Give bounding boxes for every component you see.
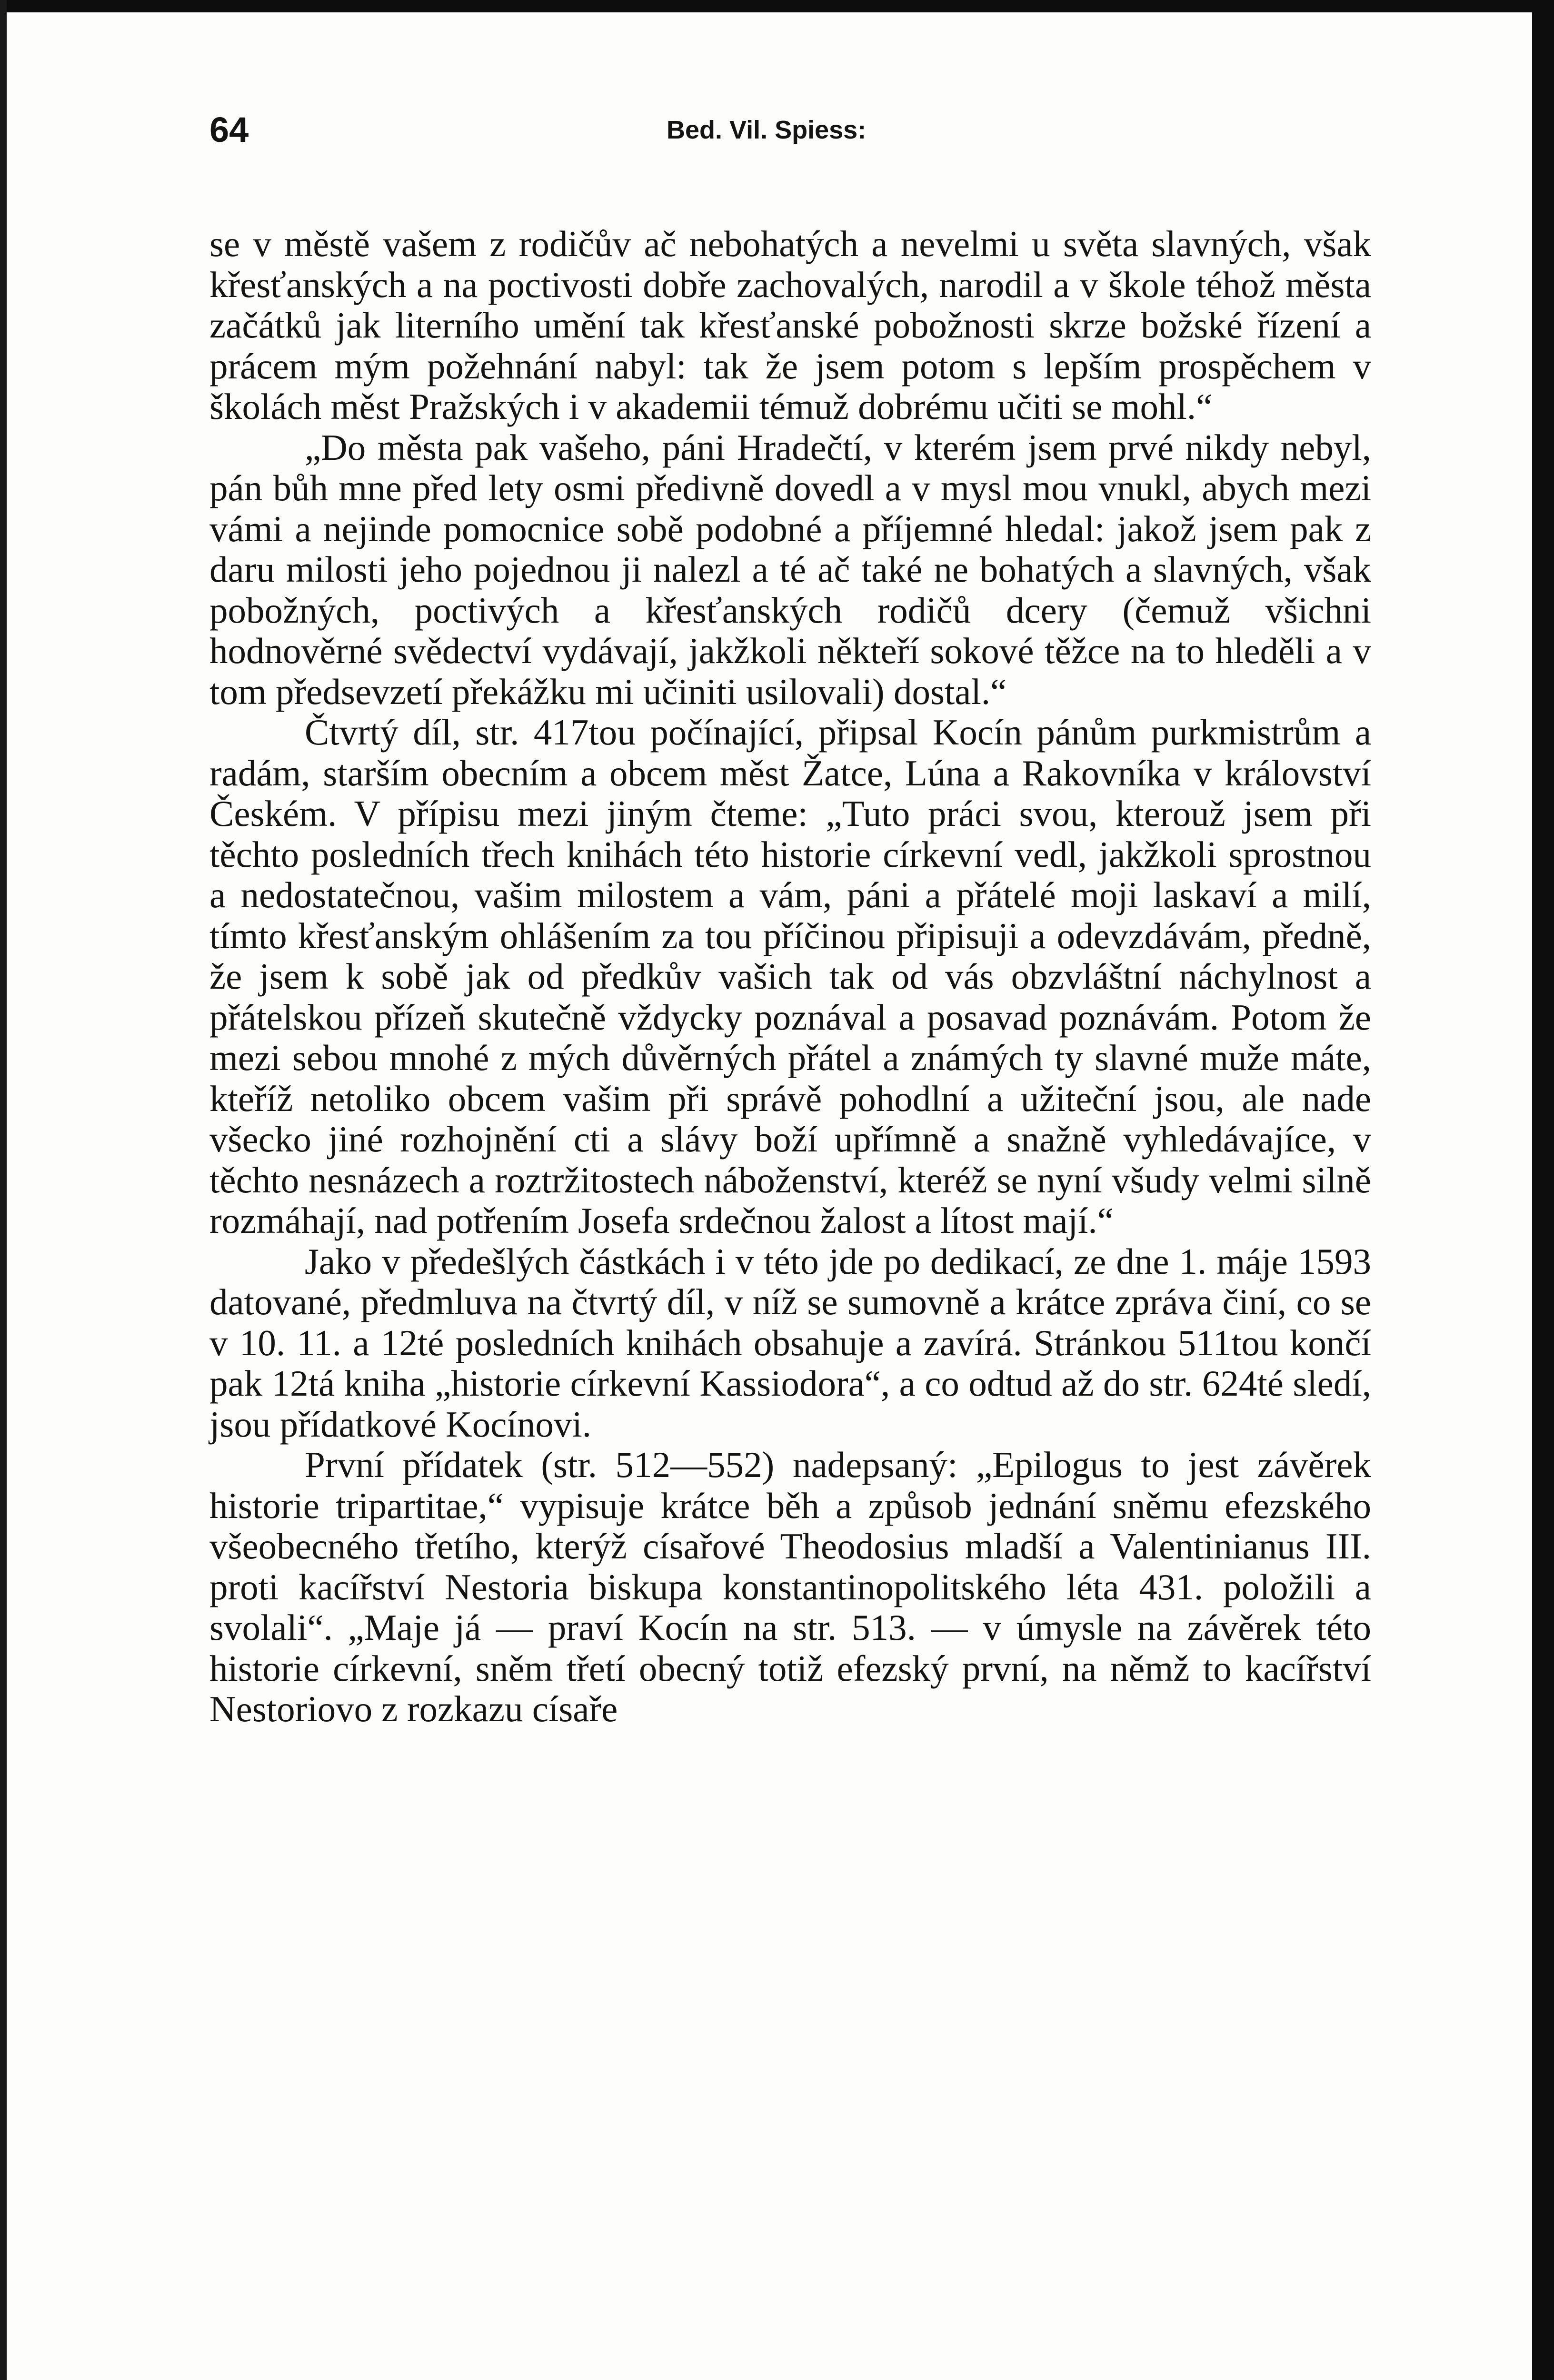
paragraph: „Do města pak vašeho, páni Hradečtí, v kterém jsem prvé nikdy nebyl, pán bůh mne před lety osmi předivně dovedl a v mysl mou vnukl, abych mezi vámi a nejinde pomocnice sobě podobné a příjemné hledal: jakož jsem pak z daru milosti jeho pojednou ji nalezl a té ač také ne bohatých a slavných, však pobožných, poctivých a křesťanských rodičů dcery (čemuž všichni hodnověrné svědectví vydávají, jakžkoli někteří sokové těžce na to hleděli a v tom předsevzetí překážku mi učiniti usilovali) dostal.“ xyxy=(209,426,1371,712)
running-head: Bed. Vil. Spiess: xyxy=(667,116,867,144)
paragraph: Čtvrtý díl, str. 417tou počínající, připsal Kocín pánům purkmistrům a radám, starším obecním a obcem měst Žatce, Lúna a Rakovníka v království Českém. V přípisu mezi jiným čteme: „Tuto práci svou, kterouž jsem při těchto posledních třech knihách této historie církevní vedl, jakžkoli sprostnou a nedostatečnou, vašim milostem a vám, páni a přátelé moji laskaví a milí, tímto křesťanským ohlášením za tou příčinou připisuji a odevzdávám, předně, že jsem k sobě jak od předkův vašich tak od vás obzvláštní náchylnost a přátelskou přízeň skutečně vždycky poznával a posavad poznávám. Potom že mezi sebou mnohé z mých důvěrných přátel a známých ty slavné muže máte, kteříž netoliko obcem vašim při správě pohodlní a užiteční jsou, ale nade všecko jiné rozhojnění cti a slávy boží upřímně a snažně vyhledávajíce, v těchto nesnázech a roztržitostech náboženství, kteréž se nyní všudy velmi silně rozmáhají, nad potřením Josefa srdečnou žalost a lítost mají.“ xyxy=(209,712,1371,1241)
body-text xyxy=(209,224,1371,1730)
scan-border-right xyxy=(1532,0,1554,2380)
paragraph: se v městě vašem z rodičův ač nebohatých a nevelmi u světa slavných, však křesťanských a na poctivosti dobře zachovalých, narodil a v škole téhož města začátků jak literního umění tak křesťanské pobožnosti skrze božské řízení a prácem mým požehnání nabyl: tak že jsem potom s lepším prospěchem v školách měst Pražských i v akademii témuž dobrému učiti se mohl.“ xyxy=(209,223,1371,427)
paragraph: Jako v předešlých částkách i v této jde po dedikací, ze dne 1. máje 1593 datované, předmluva na čtvrtý díl, v níž se sumovně a krátce zpráva činí, co se v 10. 11. a 12té posledních knihách obsahuje a zavírá. Stránkou 511tou končí pak 12tá kniha „historie církevní Kassiodora“, a co odtud až do str. 624té sledí, jsou přídatkové Kocínovi. xyxy=(209,1240,1371,1445)
page-number: 64 xyxy=(209,110,249,149)
scan-border-left xyxy=(0,0,7,2380)
book-page xyxy=(209,95,1371,1730)
paragraph: První přídatek (str. 512—552) nadepsaný: „Epilogus to jest závěrek historie tripartitae,“ vypisuje krátce běh a způsob jednání sněmu efezského všeobecného třetího, kterýž císařové Theodosius mladší a Valentinianus III. proti kacířství Nestoria biskupa konstantinopolitského léta 431. položili a svolali“. „Maje já — praví Kocín na str. 513. — v úmysle na závěrek této historie církevní, sněm třetí obecný totiž efezský první, na němž to kacířství Nestoriovo z rozkazu císaře xyxy=(209,1444,1371,1729)
scan-border-top xyxy=(0,0,1554,12)
page-header xyxy=(209,95,1371,157)
